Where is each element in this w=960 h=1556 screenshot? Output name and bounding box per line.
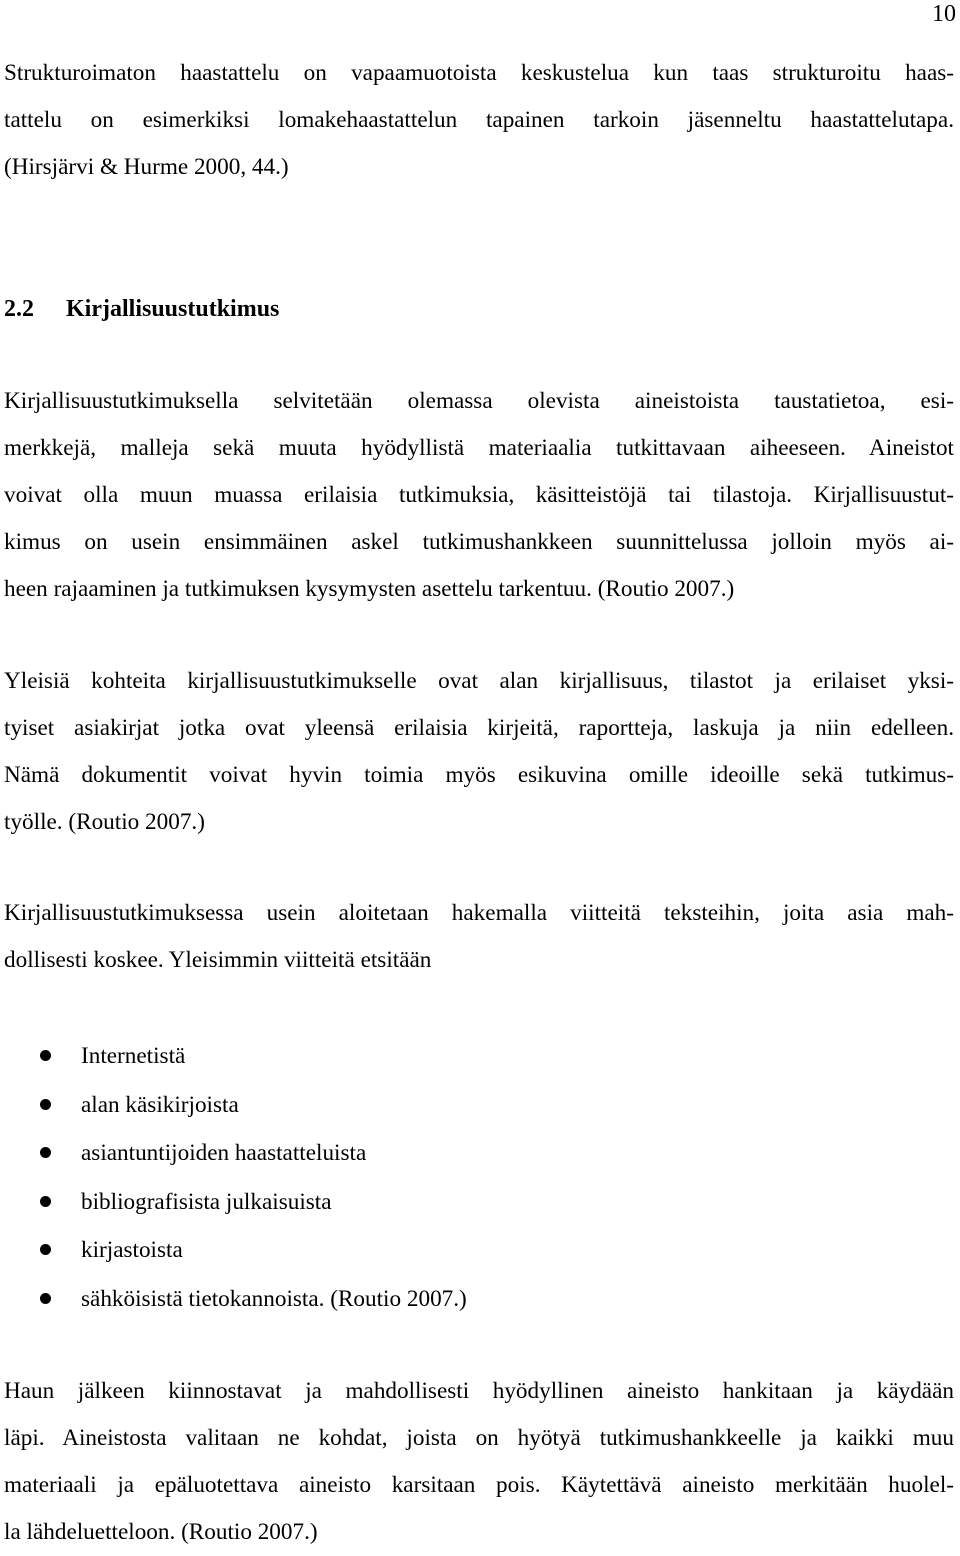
text-line: Yleisiä kohteita kirjallisuustutkimukselle ovat alan kirjallisuus, tilastot ja erilaiset yksi-: [4, 668, 954, 694]
text-line: Haun jälkeen kiinnostavat ja mahdollisesti hyödyllinen aineisto hankitaan ja käydään: [4, 1378, 954, 1404]
text-line: työlle. (Routio 2007.): [4, 809, 205, 835]
list-item-text: sähköisistä tietokannoista. (Routio 2007.): [81, 1285, 467, 1312]
text-line: voivat olla muun muassa erilaisia tutkimuksia, käsitteistöjä tai tilastoja. Kirjallisuustut-: [4, 482, 954, 508]
list-item-text: asiantuntijoiden haastatteluista: [81, 1140, 367, 1167]
paragraph-viitteet: [4, 890, 954, 984]
paragraph-kirjallisuustutkimus: [4, 378, 954, 613]
bullet-icon: [40, 1050, 51, 1061]
bullet-icon: [40, 1196, 51, 1207]
text-line: dollisesti koskee. Yleisimmin viitteitä etsitään: [4, 947, 432, 973]
bullet-icon: [40, 1293, 51, 1304]
bullet-icon: [40, 1147, 51, 1158]
text-line: merkkejä, malleja sekä muuta hyödyllistä materiaalia tutkittavaan aiheeseen. Aineistot: [4, 435, 954, 461]
page-number: 10: [932, 1, 956, 27]
section-number: 2.2: [4, 296, 34, 322]
text-line: heen rajaaminen ja tutkimuksen kysymysten asettelu tarkentuu. (Routio 2007.): [4, 576, 735, 602]
bullet-icon: [40, 1244, 51, 1255]
text-line: la lähdeluetteloon. (Routio 2007.): [4, 1519, 318, 1545]
text-line: läpi. Aineistosta valitaan ne kohdat, joista on hyötyä tutkimushankkeelle ja kaikki muu: [4, 1425, 954, 1451]
list-item-text: kirjastoista: [81, 1237, 183, 1264]
section-heading: [4, 286, 279, 332]
list-item-text: alan käsikirjoista: [81, 1091, 239, 1118]
bullet-icon: [40, 1099, 51, 1110]
text-line: kimus on usein ensimmäinen askel tutkimushankkeen suunnittelussa jolloin myös ai-: [4, 529, 954, 555]
text-line: Strukturoimaton haastattelu on vapaamuotoista keskustelua kun taas strukturoitu haas-: [4, 60, 954, 86]
text-line: Nämä dokumentit voivat hyvin toimia myös esikuvina omille ideoille sekä tutkimus-: [4, 762, 954, 788]
text-line: Kirjallisuustutkimuksella selvitetään olemassa olevista aineistoista taustatietoa, esi-: [4, 388, 954, 414]
paragraph-yleisia-kohteita: [4, 658, 954, 846]
text-line: materiaali ja epäluotettava aineisto karsitaan pois. Käytettävä aineisto merkitään huolel-: [4, 1472, 954, 1498]
list-item-text: Internetistä: [81, 1043, 186, 1069]
list-item-text: bibliografisista julkaisuista: [81, 1188, 332, 1215]
text-line: (Hirsjärvi & Hurme 2000, 44.): [4, 154, 289, 180]
text-line: tyiset asiakirjat jotka ovat yleensä erilaisia kirjeitä, raportteja, laskuja ja niin edelleen.: [4, 715, 954, 741]
text-line: tattelu on esimerkiksi lomakehaastattelun tapainen tarkoin jäsenneltu haastattelutapa.: [4, 107, 954, 133]
text-line: Kirjallisuustutkimuksessa usein aloitetaan hakemalla viitteitä teksteihin, joita asia mah-: [4, 900, 954, 926]
paragraph-haun-jalkeen: [4, 1368, 954, 1556]
intro-paragraph: [4, 50, 954, 191]
section-title: Kirjallisuustutkimus: [66, 296, 280, 322]
